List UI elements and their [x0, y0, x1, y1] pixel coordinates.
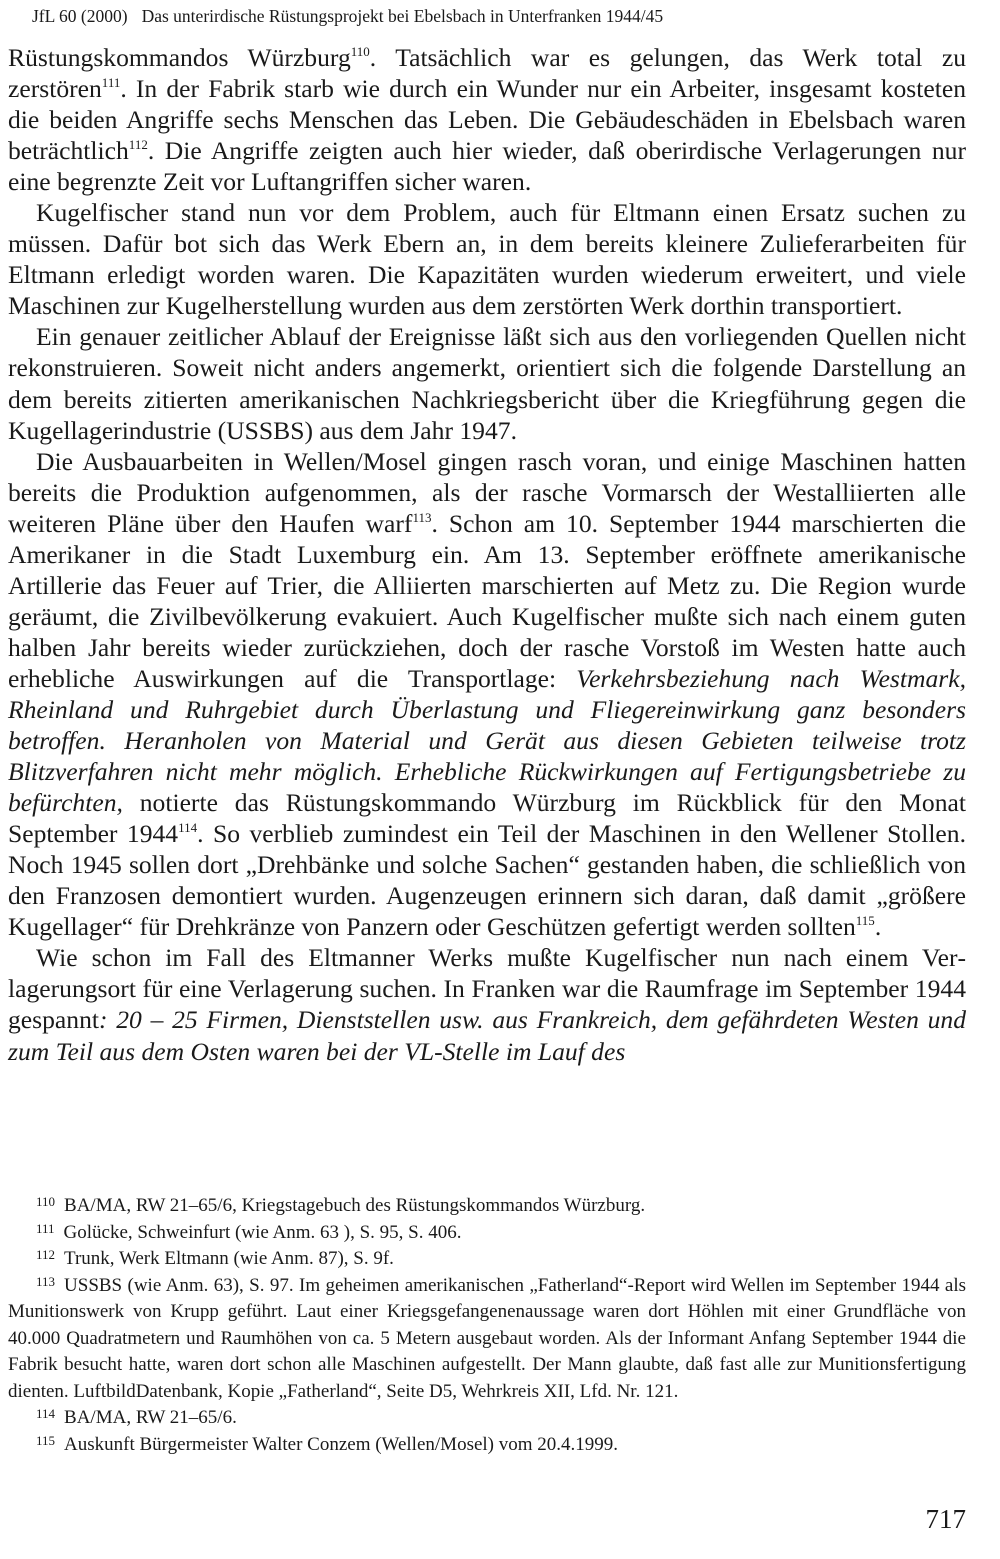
footnote-text: BA/MA, RW 21–65/6.	[64, 1407, 237, 1428]
footnote-number: 113	[36, 1273, 56, 1289]
running-header	[32, 5, 663, 27]
paragraph-1	[8, 42, 966, 197]
paragraph-3: Ein genauer zeitlicher Ablauf der Ereignisse läßt sich aus den vorliegenden Quellen nicht rekonstruieren. Soweit nicht anders angemerkt, orientiert sich die folgende Darstellung an dem bereits zitierten amerikanischen Nachkriegsbericht über die Kriegführung gegen die Kugellagerindustrie (USSBS) aus dem Jahr 1947.	[8, 322, 966, 445]
text-run: Rüstungskommandos Würzburg	[8, 43, 351, 72]
footnotes	[8, 1193, 966, 1458]
footnote-text: Trunk, Werk Eltmann (wie Anm. 87), S. 9f.	[64, 1248, 394, 1269]
footnote	[8, 1246, 966, 1273]
text-run: notierte das Rüstungskommando Würzburg im Rückblick für den Monat September 1944	[8, 788, 966, 849]
footnote	[8, 1405, 966, 1432]
footnote-ref: 112	[128, 137, 148, 153]
footnote-number: 115	[36, 1432, 56, 1448]
text-run: . Die Angriffe zeigten auch hier wieder, daß oberirdische Verlagerungen nur eine begrenzte Zeit vor Luftangriffen sicher waren.	[8, 136, 966, 197]
footnote-ref: 115	[855, 913, 875, 929]
footnote	[8, 1273, 966, 1406]
footnote-ref: 110	[350, 44, 370, 59]
text-run: . So verblieb zumindest ein Teil der Maschinen in den Wellener Stollen. Noch 1945 sollen dort „Drehbänke und solche Sachen“ gestanden haben, die schließlich von den Franzosen demontiert wurden. Augenzeugen erinnern sich daran, daß damit „größere Kugellager“ für Drehkränze von Panzern oder Geschützen gefertigt werden sollten	[8, 819, 966, 942]
text-run: .	[874, 912, 882, 942]
text-run: . Tatsächlich war es gelungen, das Werk total zu zerstören	[8, 43, 966, 104]
footnote-text: Auskunft Bürgermeister Walter Conzem (Wellen/Mosel) vom 20.4.1999.	[64, 1433, 619, 1455]
journal-reference: JfL 60 (2000)	[32, 6, 128, 26]
text-run: Wie schon im Fall des Eltmanner Werks mußte Kugelfischer nun nach einem Verlagerungsort für eine Verlagerung suchen. In Franken war die Raumfrage im September 1944 gespannt	[8, 943, 966, 1035]
footnote-number: 111	[36, 1220, 55, 1236]
footnote	[8, 1432, 966, 1459]
text-run: Die Ausbauarbeiten in Wellen/Mosel gingen rasch voran, und einige Maschinen hatten bereits die Produktion aufgenommen, als der rasche Vormarsch der Westalliierten alle weiteren Pläne über den Haufen warf	[8, 446, 966, 538]
italic-quote: : 20 – 25 Firmen, Dienststellen usw. aus Frankreich, dem gefährdeten Westen und zum Teil aus dem Osten waren bei der VL-Stelle im Lauf des	[8, 1005, 966, 1066]
footnote-text: Golücke, Schweinfurt (wie Anm. 63 ), S. 95, S. 406.	[63, 1221, 462, 1243]
paragraph-4	[8, 446, 966, 943]
body-text	[8, 42, 966, 1067]
footnote-text: BA/MA, RW 21–65/6, Kriegstagebuch des Rüstungskommandos Würzburg.	[64, 1195, 646, 1216]
page-number: 717	[925, 1504, 966, 1534]
italic-quote: Verkehrsbeziehung nach Westmark, Rheinland und Ruhrgebiet durch Überlastung und Fliegereinwirkung ganz besonders betroffen. Heranholen von Material und Gerät aus diesen Gebieten teilweise trotz Blitzverfahren nicht mehr möglich. Erhebliche Rückwirkungen auf Fertigungsbetriebe zu befürchten,	[8, 663, 966, 818]
footnote-number: 110	[36, 1194, 56, 1209]
paragraph-2: Kugelfischer stand nun vor dem Problem, auch für Eltmann einen Ersatz suchen zu müssen. Dafür bot sich das Werk Ebern an, in dem bereits kleinere Zulieferarbeiten für Eltmann erledigt worden waren. Die Kapazitäten wurden wiederum erweitert, und viele Maschinen zur Kugelherstellung wurden aus dem zerstörten Werk dorthin transportiert.	[8, 198, 966, 321]
footnote-number: 112	[36, 1247, 56, 1262]
footnote-ref: 113	[412, 509, 432, 525]
article-title: Das unterirdische Rüstungsprojekt bei Ebelsbach in Unterfranken 1944/45	[141, 6, 664, 26]
text-run: . Schon am 10. September 1944 marschierten die Amerikaner in die Stadt Luxemburg ein. Am 13. September eröffnete amerikanische Artillerie das Feuer auf Trier, die Alliierten marschierten auf Metz zu. Die Region wurde geräumt, die Zivilbevölkerung evakuiert. Auch Kugelfischer mußte sich nach einem guten halben Jahr bereits wieder zurückziehen, doch der rasche Vorstoß im Westen hatte auch erhebliche Auswirkungen auf die Transportlage:	[8, 508, 966, 693]
text-run: . In der Fabrik starb wie durch ein Wunder nur ein Arbeiter, insgesamt kosteten die beiden Angriffe sechs Menschen das Leben. Die Gebäudeschäden in Ebelsbach waren beträchtlich	[8, 74, 966, 166]
footnote-text: USSBS (wie Anm. 63), S. 97. Im geheimen amerikanischen „Fatherland“-Report wird Wellen im September 1944 als Munitionswerk von Krupp geführt. Laut einer Kriegsgefangenenaussage waren dort Höhlen mit einer Grundfläche von 40.000 Quadratmetern und Raumhöhen von ca. 5 Metern ausgebaut worden. Als der Informant Anfang September 1944 die Fabrik besucht hatte, waren dort schon alle Maschinen aufgestellt. Der Mann glaubte, daß fast alle zur Munitionsfertigung dienten. LuftbildDatenbank, Kopie „Fatherland“, Seite D5, Wehrkreis XII, Lfd. Nr. 121.	[8, 1274, 966, 1402]
footnote-ref: 114	[178, 820, 198, 836]
footnote	[8, 1193, 966, 1220]
footnote	[8, 1220, 966, 1247]
paragraph-5	[8, 942, 966, 1066]
footnote-ref: 111	[101, 75, 121, 91]
footnote-number: 114	[36, 1406, 56, 1421]
